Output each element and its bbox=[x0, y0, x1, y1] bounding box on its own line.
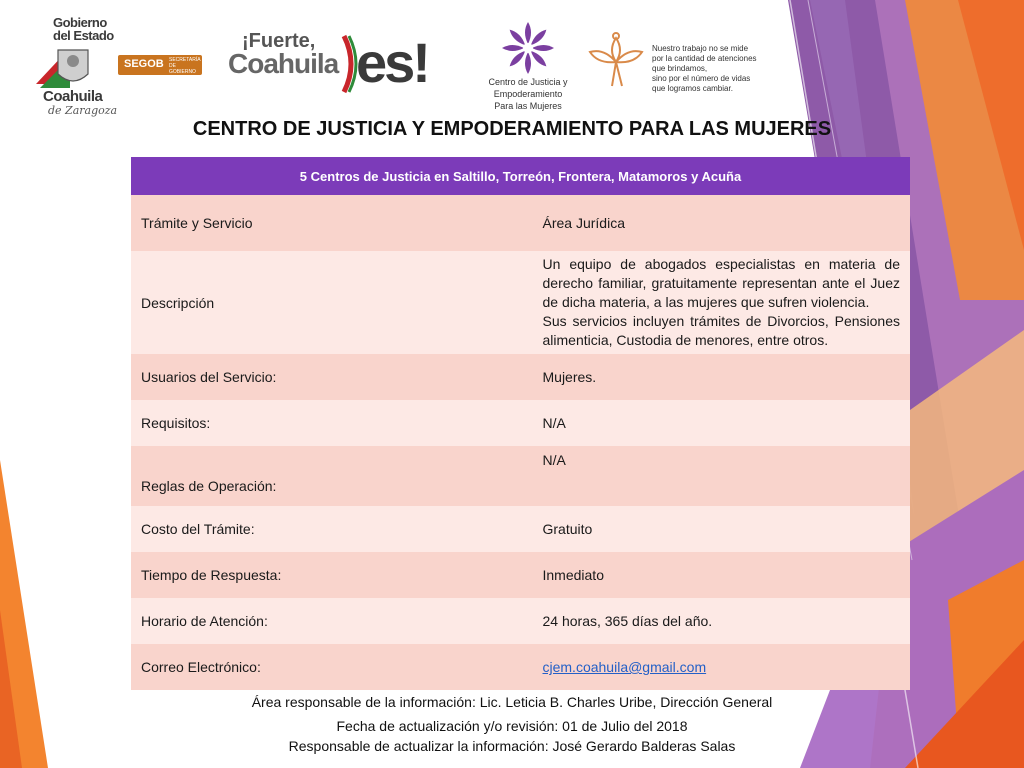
table-row bbox=[131, 195, 910, 251]
description-paragraph: Un equipo de abogados especialistas en materia de derecho familiar, gratuitamente representan ante el Juez de dicha materia, a las mujeres que sufren violencia. bbox=[542, 256, 900, 310]
description-value bbox=[521, 251, 911, 354]
table-row bbox=[131, 446, 910, 506]
email-link[interactable]: cjem.coahuila@gmail.com bbox=[542, 659, 707, 675]
row-value: Mujeres. bbox=[521, 354, 911, 400]
table-row bbox=[131, 506, 910, 552]
table-header: 5 Centros de Justicia en Saltillo, Torreón, Frontera, Matamoros y Acuña bbox=[131, 157, 910, 195]
purple-flower-icon bbox=[500, 20, 556, 76]
gobierno-label: Gobierno del Estado bbox=[53, 15, 114, 43]
row-label: Correo Electrónico: bbox=[131, 644, 521, 690]
segob-label: SEGOB bbox=[124, 58, 164, 70]
row-label: Usuarios del Servicio: bbox=[131, 354, 521, 400]
table-row bbox=[131, 400, 910, 446]
motto-text: Nuestro trabajo no se mide por la cantidad de atenciones que brindamos, sino por el número de vidas que logramos cambiar. bbox=[652, 44, 757, 93]
coahuila-slogan-label: Coahuila bbox=[228, 48, 339, 79]
row-label: Reglas de Operación: bbox=[131, 446, 521, 506]
row-value: N/A bbox=[521, 400, 911, 446]
footer-responsible-area: Área responsable de la información: Lic. Leticia B. Charles Uribe, Dirección General bbox=[251, 694, 773, 710]
row-label: Requisitos: bbox=[131, 400, 521, 446]
coat-of-arms-icon bbox=[36, 44, 110, 90]
zaragoza-label: de Zaragoza bbox=[48, 104, 118, 117]
table-row bbox=[131, 552, 910, 598]
email-cell bbox=[521, 644, 911, 690]
row-value: Área Jurídica bbox=[521, 195, 911, 251]
row-label: Horario de Atención: bbox=[131, 598, 521, 644]
description-paragraph: Sus servicios incluyen trámites de Divorcios, Pensiones alimenticia, Custodia de menores, entre otros. bbox=[542, 313, 900, 348]
row-value: N/A bbox=[521, 446, 911, 506]
fuerte-coahuila-logo bbox=[228, 28, 448, 100]
es-slogan-label: es! bbox=[356, 31, 428, 94]
motto-logo bbox=[584, 30, 784, 94]
coahuila-label: Coahuila bbox=[43, 88, 103, 105]
table-row bbox=[131, 354, 910, 400]
page-title: CENTRO DE JUSTICIA Y EMPODERAMIENTO PARA LAS MUJERES bbox=[192, 118, 832, 140]
footer-update-responsible: Responsable de actualizar la información: José Gerardo Balderas Salas bbox=[288, 738, 736, 754]
gobierno-coahuila-logo bbox=[36, 15, 202, 117]
fuerte-label: ¡Fuerte, bbox=[242, 30, 316, 52]
cjem-logo bbox=[478, 18, 578, 113]
table-row bbox=[131, 598, 910, 644]
row-value: Inmediato bbox=[521, 552, 911, 598]
table-row bbox=[131, 644, 910, 690]
row-value: 24 horas, 365 días del año. bbox=[521, 598, 911, 644]
cjem-label: Centro de Justicia y Empoderamiento Para las Mujeres bbox=[488, 77, 568, 111]
row-label: Trámite y Servicio bbox=[131, 195, 521, 251]
service-info-table bbox=[131, 157, 910, 690]
segob-subtitle: SECRETARÍA DE GOBIERNO bbox=[169, 57, 201, 75]
table-header-row bbox=[131, 157, 910, 195]
row-label: Costo del Trámite: bbox=[131, 506, 521, 552]
footer-update-date: Fecha de actualización y/o revisión: 01 de Julio del 2018 bbox=[336, 718, 688, 734]
lotus-figure-icon bbox=[584, 30, 648, 94]
row-label: Descripción bbox=[131, 251, 521, 354]
row-value: Gratuito bbox=[521, 506, 911, 552]
table-row bbox=[131, 251, 910, 354]
row-label: Tiempo de Respuesta: bbox=[131, 552, 521, 598]
